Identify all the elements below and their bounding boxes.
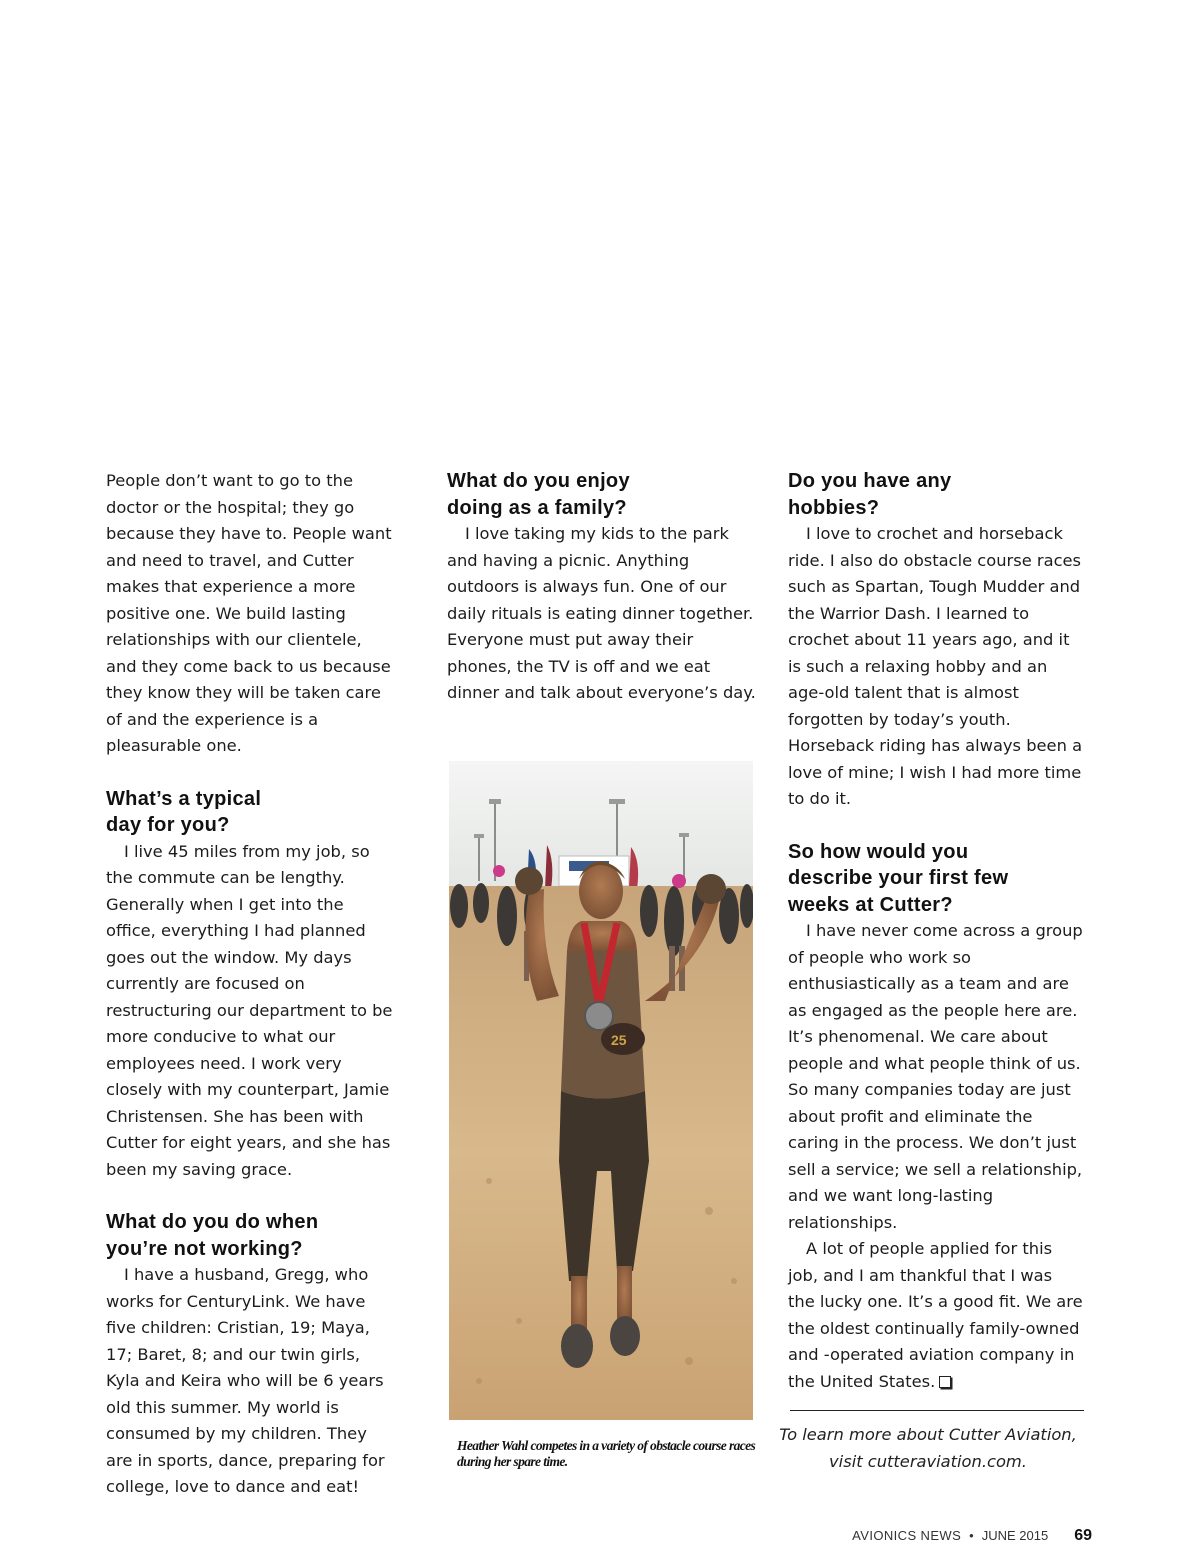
answer-typical-day: I live 45 miles from my job, so the commute can be lengthy. Generally when I get into the office, everything I had planned goes out the window. My days currently are focused on restructuring our department to be more conducive to what our employees need. I work very closely with my counterpart, Jamie Christensen. She has been with Cutter for eight years, and she has been my saving grace. [106, 841, 393, 1179]
intro-paragraph: People don’t want to go to the doctor or the hospital; they go because they have to. People want and need to travel, and Cutter makes that experience a more positive one. We build lasting relationships with our clientele, and they come back to us because they know they will be taken care of and the experience is a pleasurable one. [106, 471, 392, 755]
divider-rule [790, 1410, 1084, 1411]
column-middle [447, 468, 757, 707]
end-of-article-icon [939, 1376, 951, 1388]
question-line: day for you? [106, 814, 230, 836]
medal-number-graphic: 25 [611, 1032, 627, 1048]
question-line: hobbies? [788, 496, 880, 519]
race-photo [449, 761, 753, 1420]
answer-family: I love taking my kids to the park and having a picnic. Anything outdoors is always fun. One of our daily rituals is eating dinner together. Everyone must put away their phones, the TV is off and we eat dinner and talk about everyone’s day. [447, 524, 756, 702]
learn-more-note: To learn more about Cutter Aviation, visit cutteraviation.com. [779, 1425, 1077, 1471]
question-line: describe your first few [788, 867, 1009, 889]
photo-caption: Heather Wahl competes in a variety of obstacle course races during her spare time. [457, 1438, 756, 1469]
question-line: What do you enjoy [447, 470, 630, 492]
question-line: What do you do when [106, 1211, 319, 1233]
question-line: Do you have any [788, 470, 952, 492]
answer-first-weeks: I have never come across a group of people who work so enthusiastically as a team and are as engaged as the people here are. It’s phenomenal. We care about people and what people think of us. So many companies today are just about profit and eliminate the caring in the process. We don’t just sell a service; we sell a relationship, and we want long-lasting relationships. [788, 921, 1083, 1232]
answer-hobbies: I love to crochet and horseback ride. I also do obstacle course races such as Spartan, Tough Mudder and the Warrior Dash. I learned to crochet about 11 years ago, and it is such a relaxing hobby and an age-old talent that is almost forgotten by today’s youth. Horseback riding has always been a love of mine; I wish I had more time to do it. [788, 524, 1083, 808]
race-photo-illustration [449, 761, 753, 1420]
publication-name: AVIONICS NEWS [852, 1528, 962, 1543]
page-number: 69 [1074, 1527, 1092, 1544]
question-typical-day [106, 786, 396, 839]
question-line: So how would you [788, 840, 969, 863]
question-line: doing as a family? [447, 496, 627, 519]
column-left [106, 468, 396, 1501]
answer-applied-text: A lot of people applied for this job, and I am thankful that I was the lucky one. It’s a good fit. We are the oldest continually family-owned and -operated aviation company in the United States. [788, 1239, 1083, 1391]
answer-not-working: I have a husband, Gregg, who works for CenturyLink. We have five children: Cristian, 19; Maya, 17; Baret, 8; and our twin girls, Kyla and Keira who will be 6 years old this summer. My world is consumed by my children. They are in sports, dance, preparing for college, love to dance and eat! [106, 1265, 385, 1496]
question-hobbies [788, 468, 1084, 521]
answer-applied [788, 1236, 1084, 1395]
question-not-working [106, 1209, 396, 1262]
question-line: weeks at Cutter? [788, 893, 953, 916]
question-line: you’re not working? [106, 1237, 303, 1260]
question-family [447, 468, 757, 521]
question-line: What’s a typical [106, 787, 262, 810]
column-right [788, 468, 1084, 1395]
page-footer [852, 1527, 1092, 1545]
footer-bullet: • [969, 1528, 974, 1543]
issue-date: JUNE 2015 [981, 1528, 1049, 1543]
question-first-weeks [788, 839, 1084, 919]
